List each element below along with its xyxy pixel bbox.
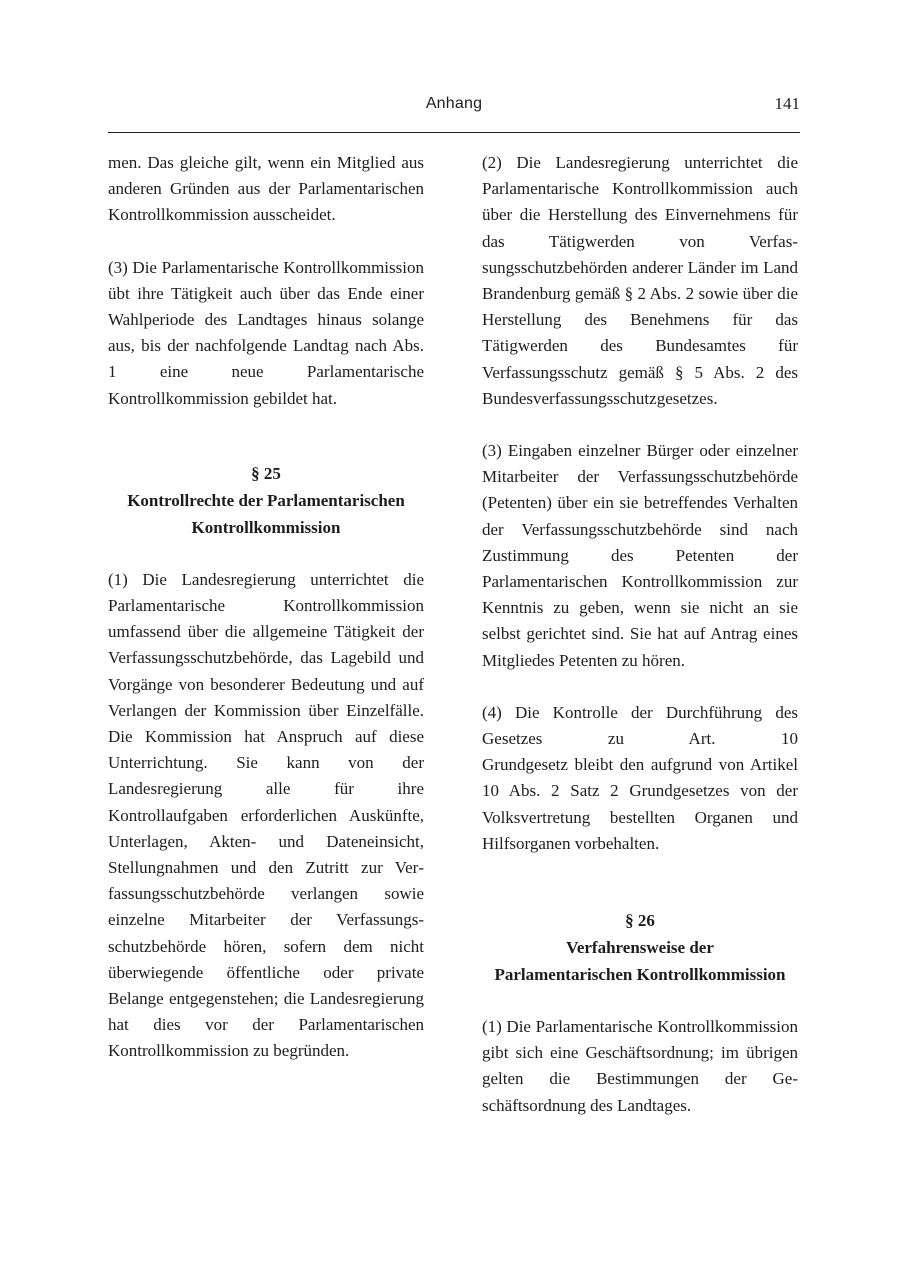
section-number: § 25	[251, 463, 281, 483]
running-title: Anhang	[425, 95, 483, 112]
section-title-line: Kontrollrechte der Parlamentarischen	[127, 490, 405, 510]
paragraph-26-1: (1) Die Parlamentarische Kontrollkommission gibt sich eine Geschäftsordnung; im übrigen gelten die Bestimmungen der Geschäftsordnung des Landtages.	[482, 1017, 798, 1115]
section-heading-26	[482, 907, 798, 988]
section-title-line: Parlamentarischen Kontrollkommission	[494, 965, 786, 985]
paragraph-25-3: (3) Eingaben einzelner Bürger oder einzelner Mitarbeiter der Verfassungsschutzbehörde (Petenten) über ein sie betreffendes Verhalten der Verfassungsschutzbehörde sind nach Zustimmung des Petenten der Parlamentarischen Kontrollkommission zur Kenntnis zu geben, wenn sie nicht an sie selbst gerichtet sind. Sie hat auf Antrag eines Mitgliedes Petenten zu hören.	[482, 441, 798, 670]
section-heading-25	[108, 460, 424, 541]
page-number: 141	[774, 94, 800, 113]
paragraph-25-1: (1) Die Landesregierung unterrichtet die Parlamentarische Kontrollkommission umfassend über die allgemeine Tätigkeit der Verfassungsschutzbehörde, das Lagebild und Vorgänge von besonderer Bedeutung und auf Verlangen der Kommission über Einzelfälle. Die Kommission hat Anspruch auf diese Unterrichtung. Sie kann von der Landesregierung alle für ihre Kontrollaufgaben erforderlichen Auskünfte, Unterlagen, Akten- und Dateneinsicht, Stellungnahmen und den Zutritt zur Verfassungsschutzbehörde verlangen sowie einzelne Mitarbeiter der Verfassungsschutzbehörde hören, sofern dem nicht überwiegende öffentliche oder private Belange entgegenstehen; die Landesregierung hat dies vor der Parlamentarischen Kontrollkommission zu begründen.	[108, 569, 424, 1061]
paragraph-24-3: (3) Die Parlamentarische Kontrollkommission übt ihre Tätigkeit auch über das Ende einer Wahlperiode des Landtages hinaus solange aus, bis der nachfolgende Landtag nach Abs. 1 eine neue Parlamentarische Kontrollkommission gebildet hat.	[108, 257, 424, 408]
paragraph-25-2: (2) Die Landesregierung unterrichtet die Parlamentarische Kontrollkommission auch über die Herstellung des Einvernehmens für das Tätigwerden von Verfassungsschutzbehörden anderer Länder im Land Brandenburg gemäß § 2 Abs. 2 sowie über die Herstellung des Benehmens für das Tätigwerden des Bundesamtes für Verfassungsschutz gemäß § 5 Abs. 2 des Bundesverfassungsschutzgesetzes.	[482, 153, 798, 408]
section-title-line: Kontrollkommission	[191, 517, 341, 537]
left-column	[108, 150, 424, 1065]
right-column	[482, 150, 798, 1119]
section-title-line: Verfahrensweise der	[566, 938, 714, 958]
section-number: § 26	[625, 911, 655, 931]
page-header	[108, 90, 800, 118]
paragraph-25-4	[482, 700, 798, 857]
paragraph-line: (4) Die Kontrolle der Durchführung des Gesetzes zu Art. 10	[482, 702, 798, 749]
paragraph-line: Grundgesetz bleibt den aufgrund von Artikel 10 Abs. 2 Satz 2 Grundgesetzes von der Volksvertretung bestellten Organen und Hilfsorganen vorbehalten.	[482, 755, 798, 853]
paragraph-continued: men. Das gleiche gilt, wenn ein Mitglied aus anderen Gründen aus der Parlamentarischen Kontrollkommission ausscheidet.	[108, 153, 424, 225]
header-rule	[108, 132, 800, 133]
